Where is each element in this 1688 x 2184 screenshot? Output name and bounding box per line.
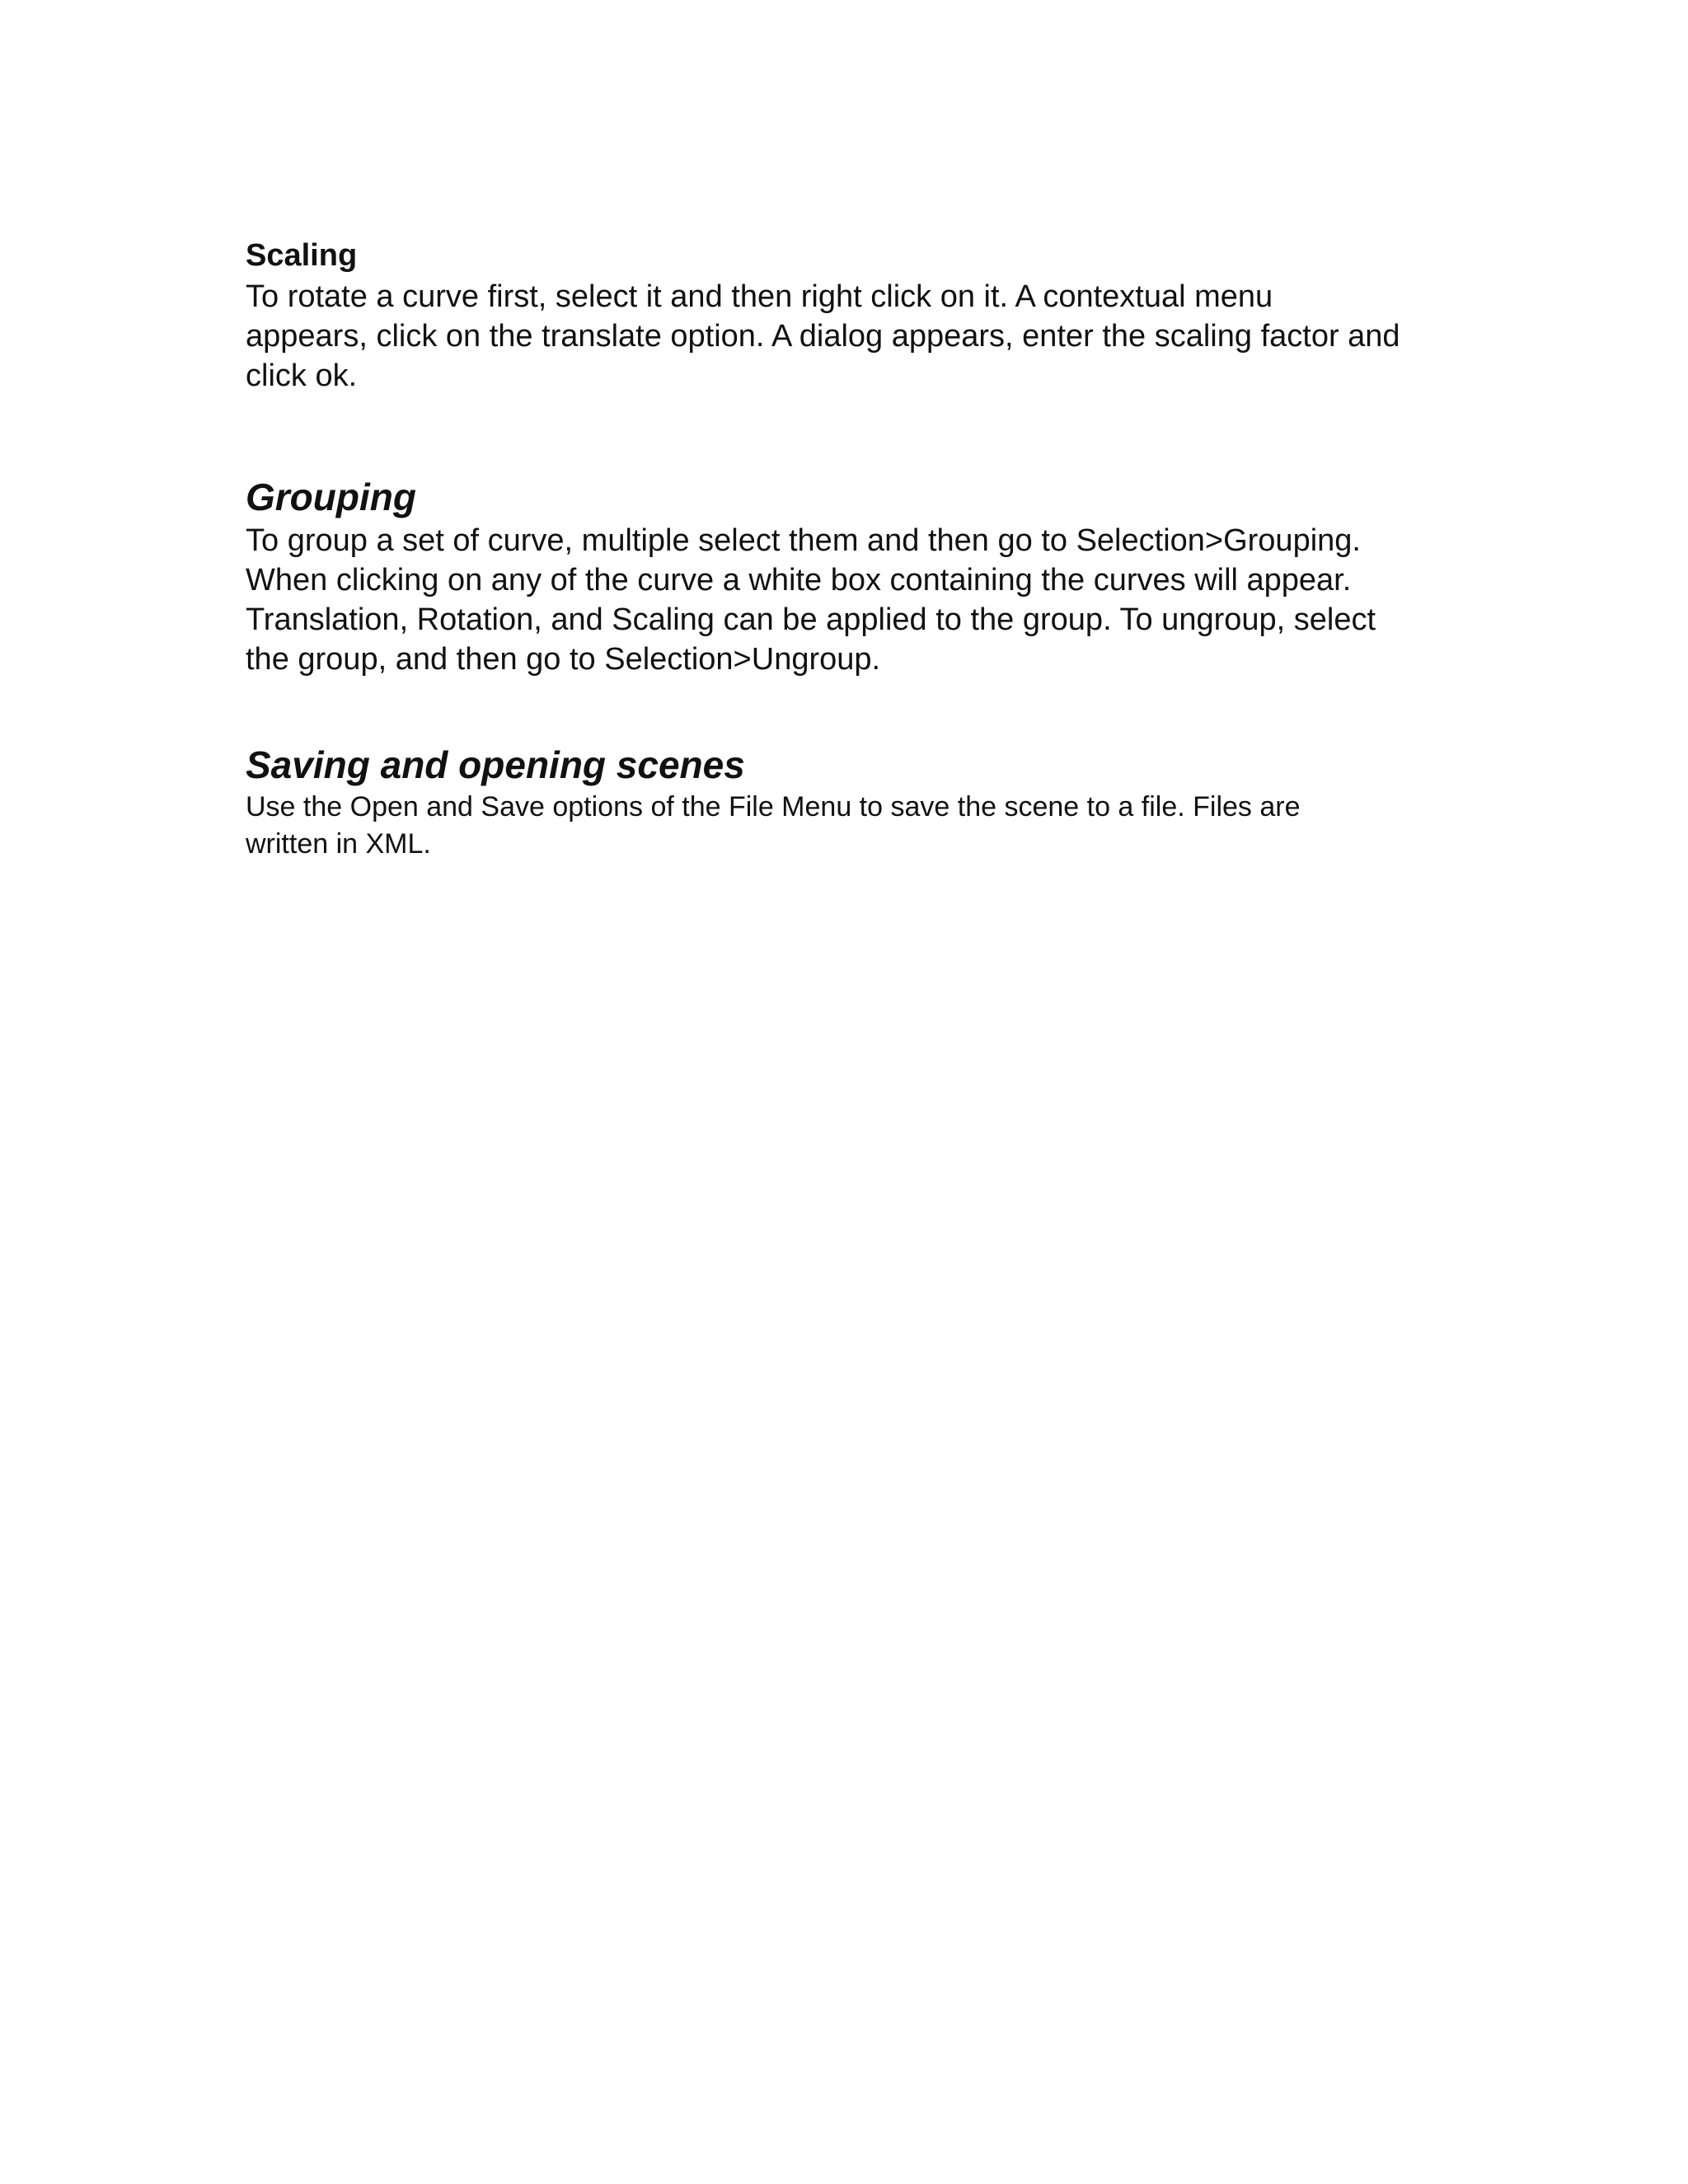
section-grouping [246,473,1449,679]
text-line: click ok. [246,359,358,393]
section-scaling [246,234,1449,396]
section-heading-scaling: Scaling [246,238,358,273]
text-line: Translation, Rotation, and Scaling can be applied to the group. To ungroup, select [246,602,1376,637]
text-line: written in XML. [246,828,431,860]
section-saving-opening-scenes [246,741,1449,863]
text-line: To rotate a curve first, select it and then right click on it. A contextual menu [246,279,1273,314]
section-body-grouping [246,521,1449,679]
text-line: When clicking on any of the curve a white box containing the curves will appear. [246,563,1352,598]
section-heading-grouping: Grouping [246,476,416,518]
section-body-scaling [246,277,1449,396]
text-line: Use the Open and Save options of the File Menu to save the scene to a file. Files are [246,791,1301,823]
section-heading-saving: Saving and opening scenes [246,743,745,786]
text-line: appears, click on the translate option. A dialog appears, enter the scaling factor and [246,319,1400,354]
text-line: the group, and then go to Selection>Ungroup. [246,642,881,677]
section-body-saving [246,789,1449,863]
text-line: To group a set of curve, multiple select them and then go to Selection>Grouping. [246,523,1361,558]
